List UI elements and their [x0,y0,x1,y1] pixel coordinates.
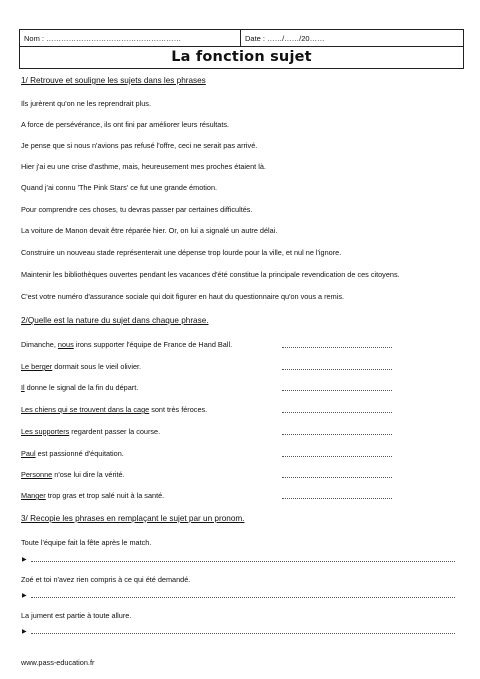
footer-url: www.pass-education.fr [21,658,95,667]
underlined-subject: Personne [21,470,53,479]
date-field: Date : ……/……/20…… [245,33,325,43]
sentence-text: irons supporter l'équipe de France de Hand Ball. [73,340,233,349]
ex1-sentence: Hier j'ai eu une crise d'asthme, mais, heureusement mes proches étaient là. [21,162,266,171]
ex2-sentence [21,470,125,479]
sentence-text: est passionné d'équitation. [35,449,124,458]
answer-line[interactable] [282,347,392,348]
ex2-sentence [21,362,141,371]
arrow-icon: ▶ [22,557,27,563]
underlined-subject: Les supporters [21,427,70,436]
sentence-text: regardent passer la course. [69,427,161,436]
ex2-sentence [21,383,138,392]
sentence-text: Dimanche, [21,340,58,349]
answer-line[interactable] [31,633,455,634]
ex1-sentence: A force de persévérance, ils ont fini par améliorer leurs résultats. [21,120,230,129]
ex1-sentence: Maintenir les bibliothèques ouvertes pendant les vacances d'été constitue la principale revendication de ces citoyens. [21,270,400,279]
underlined-subject: Paul [21,449,36,458]
ex2-sentence [21,340,232,349]
underlined-subject: nous [57,340,74,349]
sentence-text: donne le signal de la fin du départ. [24,383,139,392]
underlined-subject: Manger [21,491,46,500]
sentence-text: dormait sous le vieil olivier. [52,362,142,371]
answer-line[interactable] [282,434,392,435]
answer-line[interactable] [282,369,392,370]
ex3-sentence: La jument est partie à toute allure. [21,611,132,620]
section-2-heading: 2/Quelle est la nature du sujet dans chaque phrase. [21,316,209,325]
answer-line[interactable] [31,561,455,562]
ex2-sentence [21,405,207,414]
name-field: Nom : ……………………………………………… [20,30,241,46]
section-1-heading: 1/ Retrouve et souligne les sujets dans les phrases [21,76,206,85]
answer-line[interactable] [282,412,392,413]
ex3-sentence: Toute l'équipe fait la fête après le match. [21,538,152,547]
underlined-subject: Les chiens qui se trouvent dans la cage [21,405,150,414]
answer-line[interactable] [282,477,392,478]
ex1-sentence: Pour comprendre ces choses, tu devras passer par certaines difficultés. [21,205,253,214]
arrow-icon: ▶ [22,593,27,599]
header-box [19,29,464,47]
arrow-icon: ▶ [22,629,27,635]
sentence-text: n'ose lui dire la vérité. [52,470,125,479]
page-title: La fonction sujet [171,49,312,65]
ex2-sentence [21,427,160,436]
ex1-sentence: Construire un nouveau stade représenterait une dépense trop lourde pour la ville, et nul ne l'ignore. [21,248,342,257]
answer-line[interactable] [282,390,392,391]
answer-line[interactable] [31,597,455,598]
ex2-sentence [21,491,164,500]
title-box [19,46,464,69]
answer-line[interactable] [282,498,392,499]
ex1-sentence: Ils jurèrent qu'on ne les reprendrait plus. [21,99,151,108]
sentence-text: sont très féroces. [149,405,208,414]
section-3-heading: 3/ Recopie les phrases en remplaçant le sujet par un pronom. [21,514,245,523]
ex1-sentence: Je pense que si nous n'avions pas refusé l'offre, ceci ne serait pas arrivé. [21,141,258,150]
sentence-text: trop gras et trop salé nuit à la santé. [45,491,165,500]
answer-line[interactable] [282,456,392,457]
ex1-sentence: La voiture de Manon devait être réparée hier. Or, on lui a signalé un autre délai. [21,226,278,235]
underlined-subject: Il [21,383,25,392]
ex1-sentence: C'est votre numéro d'assurance sociale qui doit figurer en haut du questionnaire qu'on vous a remis. [21,292,344,301]
ex2-sentence [21,449,124,458]
ex1-sentence: Quand j'ai connu 'The Pink Stars' ce fut une grande émotion. [21,183,218,192]
ex3-sentence: Zoé et toi n'avez rien compris à ce qui été demandé. [21,575,191,584]
underlined-subject: Le berger [21,362,53,371]
